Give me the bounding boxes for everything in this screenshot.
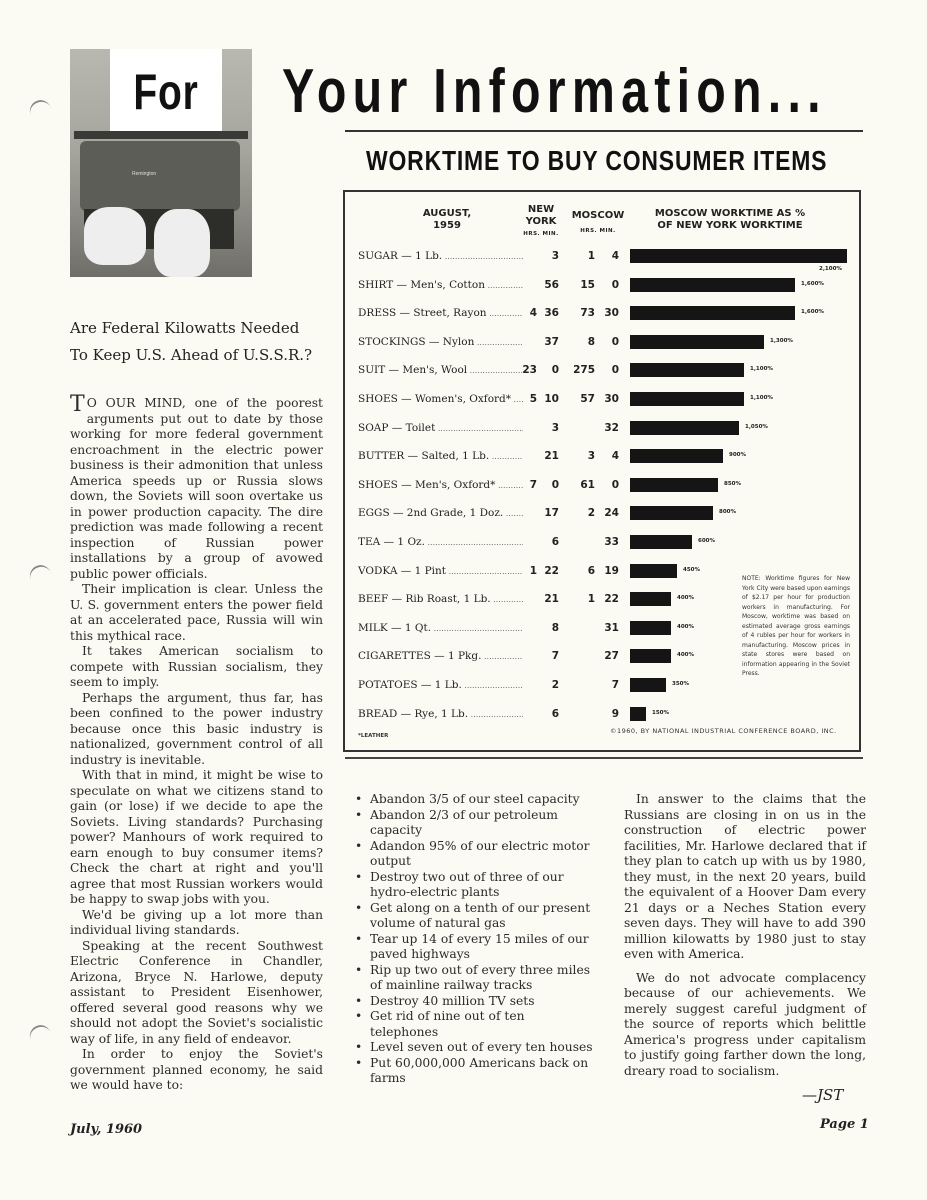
item-label: BREAD — Rye, 1 Lb. ..... (358, 708, 523, 720)
percent-label: 800% (719, 509, 736, 516)
chart-bar (630, 621, 671, 635)
item-label: SOAP — Toilet ..... (358, 422, 523, 434)
footer-page-number: Page 1 (820, 1117, 869, 1132)
item-label: POTATOES — 1 Lb. ..... (358, 679, 523, 691)
item-label: SHOES — Women's, Oxford* ..... (358, 393, 523, 405)
moscow-minutes: 32 (604, 421, 619, 434)
typewriter-brand: Remington (132, 171, 157, 177)
chart-row (345, 534, 859, 554)
item-label: SUIT — Men's, Wool ..... (358, 364, 523, 376)
moscow-hours: 3 (587, 450, 595, 463)
moscow-minutes: 4 (611, 250, 619, 262)
article-column-1 (70, 392, 323, 1094)
new-york-minutes: 36 (544, 307, 559, 320)
item-label: STOCKINGS — Nylon ..... (358, 336, 523, 348)
percent-label: 900% (729, 452, 746, 459)
percent-label: 400% (677, 595, 694, 602)
bullet-item: • Rip up two out of every three miles of mainline railway tracks (352, 963, 595, 994)
moscow-minutes: 9 (611, 707, 619, 720)
moscow-minutes: 4 (611, 450, 619, 463)
new-york-minutes: 22 (544, 564, 559, 577)
new-york-minutes: 6 (551, 536, 559, 548)
bullet-item: • Get along on a tenth of our present volume of natural gas (352, 901, 595, 932)
chart-row (345, 305, 859, 325)
chart-note: NOTE: Worktime figures for New York City were based upon earnings of $2.17 per hour for production workers in manufacturing. For Moscow, worktime was based on estimated average gross earnings of 4 rubles per hour for workers in manufacturing. Moscow prices in state stores were based on information appearing in the Soviet Press. (742, 575, 850, 677)
chart-row (345, 448, 859, 468)
paragraph: We'd be giving up a lot more than individual living standards. (70, 907, 323, 937)
item-label: SUGAR — 1 Lb. ..... (358, 250, 523, 262)
new-york-minutes: 0 (551, 478, 559, 491)
chart-row (345, 362, 859, 382)
moscow-minutes: 19 (604, 564, 619, 577)
chart-bar (630, 506, 713, 520)
chart-bar (630, 249, 847, 263)
moscow-hours: 8 (587, 335, 595, 348)
percent-label: 850% (724, 480, 741, 487)
chart-bar (630, 421, 739, 435)
bar-header: MOSCOW WORKTIME AS % OF NEW YORK WORKTIME (654, 208, 806, 231)
new-york-minutes: 6 (551, 707, 559, 720)
hand-left (84, 207, 146, 265)
paragraph: We do not advocate complacency because of our achievements. We merely suggest careful judgment of the source of reports which belittle America's progress under capitalism to justify going farther down the long, dreary road to socialism. (624, 970, 866, 1078)
percent-label: 1,100% (750, 395, 773, 401)
period-label-year: 1959 (433, 220, 461, 231)
photo-paper-text: For (133, 64, 199, 120)
chart-bar (630, 449, 723, 463)
percent-label: 1,300% (770, 337, 793, 344)
moscow-hours: 275 (573, 364, 595, 377)
percent-label: 1,100% (750, 366, 773, 373)
article-column-3 (624, 792, 866, 1087)
chart-row (345, 677, 859, 697)
item-label: BEEF — Rib Roast, 1 Lb. ..... (358, 593, 523, 605)
new-york-minutes: 21 (544, 593, 559, 606)
chart-bar (630, 678, 666, 692)
chart-title: WORKTIME TO BUY CONSUMER ITEMS (366, 145, 828, 176)
paragraph: With that in mind, it might be wise to speculate on what we citizens stand to gain (or lose) if we decide to ape the Soviets. Living standards? Purchasing power? Manhours of work required to earn enough to buy consumer items? Check the chart at right and you'll agree that most Russian workers would be happy to swap jobs with you. (70, 768, 323, 906)
new-york-minutes: 2 (551, 679, 559, 691)
moscow-minutes: 0 (611, 364, 619, 377)
percent-label: 1,600% (801, 309, 824, 316)
percent-label: 600% (698, 538, 715, 544)
bullet-item: • Adandon 95% of our electric motor output (352, 839, 595, 870)
article-column-2 (352, 792, 595, 1087)
new-york-hours: 1 (529, 564, 537, 577)
percent-label: 350% (672, 681, 689, 687)
chart-row (345, 277, 859, 297)
new-york-minutes: 37 (544, 335, 559, 348)
chart-bar (630, 564, 677, 578)
percent-label: 400% (677, 652, 694, 659)
item-label: TEA — 1 Oz. ..... (358, 536, 523, 548)
moscow-minutes: 7 (611, 679, 619, 691)
moscow-hours: 73 (580, 307, 595, 320)
footer-date: July, 1960 (70, 1122, 143, 1137)
bullet-list (352, 792, 595, 1087)
chart-row (345, 477, 859, 497)
bullet-item: • Put 60,000,000 Americans back on farms (352, 1056, 595, 1087)
typewriter-paper (110, 49, 222, 135)
item-label: VODKA — 1 Pint ..... (358, 565, 523, 577)
moscow-minutes: 22 (604, 593, 619, 606)
chart-bar (630, 335, 764, 349)
new-york-hours: 5 (529, 393, 537, 405)
hand-right (154, 209, 210, 277)
moscow-hours: 1 (587, 250, 595, 262)
percent-label: 450% (683, 566, 700, 573)
percent-label: 1,600% (801, 280, 824, 287)
moscow-minutes: 0 (611, 478, 619, 491)
new-york-minutes: 56 (544, 278, 559, 291)
chart-row (345, 505, 859, 525)
item-label: SHOES — Men's, Oxford* ..... (358, 479, 523, 491)
chart-row (345, 420, 859, 440)
paragraph: T O OUR MIND, one of the poorest arguments put out to date by those working for more federal government encroachment in the electric power business is their admonition that unless America speeds up or Russia slows down, the Soviets will soon overtake us in power production capacity. The dire prediction was made following a recent inspection of Russian power installations by a group of avowed public power officials. (70, 392, 323, 581)
paragraph: Speaking at the recent Southwest Electric Conference in Chandler, Arizona, Bryce N. Harlowe, deputy assistant to President Eisenhower, offered several good reasons why we should not adopt the Soviet's socialistic way of life, in any field of endeavor. (70, 938, 323, 1046)
item-label: BUTTER — Salted, 1 Lb. ..... (358, 450, 523, 462)
binder-hole (27, 1022, 56, 1052)
bullet-item: • Tear up 14 of every 15 miles of our paved highways (352, 932, 595, 963)
chart-bar (630, 707, 646, 721)
chart-bottom-rule (345, 757, 863, 759)
bullet-item: • Level seven out of every ten houses (352, 1040, 595, 1056)
paragraph: In answer to the claims that the Russians are closing in on us in the construction of electric power facilities, Mr. Harlowe declared that if they plan to catch up with us by 1980, they must, in the next 20 years, build the equivalent of a Hoover Dam every 21 days or a Neches Station every seven days. They will have to add 390 million kilowatts by 1980 just to stay even with America. (624, 792, 866, 961)
chart-bar (630, 649, 671, 663)
chart-footnote: *LEATHER (358, 733, 389, 739)
new-york-minutes: 8 (551, 621, 559, 634)
new-york-minutes: 3 (551, 250, 559, 262)
item-label: CIGARETTES — 1 Pkg. ..... (358, 650, 523, 662)
moscow-minutes: 30 (604, 393, 619, 405)
moscow-hours: 6 (587, 564, 595, 577)
drop-cap: T (70, 392, 85, 417)
new-york-minutes: 10 (544, 393, 559, 405)
chart-bar (630, 592, 671, 606)
chart-bar (630, 306, 795, 320)
new-york-hours: 23 (522, 364, 537, 377)
period-header (407, 208, 487, 232)
typewriter-photo (70, 49, 252, 277)
moscow-header: MOSCOW HRS. MIN. (571, 210, 625, 234)
chart-copyright: ©1960, BY NATIONAL INDUSTRIAL CONFERENCE BOARD, INC. (610, 727, 837, 735)
bullet-item: • Abandon 3/5 of our steel capacity (352, 792, 595, 808)
binder-hole (27, 97, 56, 127)
moscow-minutes: 0 (611, 335, 619, 348)
headline-line-2: To Keep U.S. Ahead of U.S.S.R.? (70, 346, 313, 364)
moscow-hours: 2 (587, 507, 595, 520)
item-label: MILK — 1 Qt. ..... (358, 622, 523, 634)
moscow-hours: 61 (580, 478, 595, 491)
chart-bar (630, 363, 744, 377)
article-headline (70, 315, 340, 369)
bullet-item: • Get rid of nine out of ten telephones (352, 1009, 595, 1040)
moscow-hours: 15 (580, 278, 595, 291)
item-label: SHIRT — Men's, Cotton ..... (358, 279, 523, 291)
new-york-hours: 4 (529, 307, 537, 320)
new-york-minutes: 3 (551, 421, 559, 434)
paragraph: In order to enjoy the Soviet's government planned economy, he said we would have to: (70, 1047, 323, 1092)
moscow-minutes: 27 (604, 650, 619, 663)
binder-hole (27, 562, 56, 592)
percent-label: 2,100% (819, 266, 842, 272)
new-york-minutes: 17 (544, 507, 559, 520)
percent-label: 400% (677, 623, 694, 630)
new-york-header: NEW YORK HRS. MIN. (523, 204, 559, 237)
moscow-hours: 57 (580, 393, 595, 405)
moscow-hours: 1 (587, 593, 595, 606)
chart-bar (630, 278, 795, 292)
new-york-minutes: 0 (551, 364, 559, 377)
paragraph: Their implication is clear. Unless the U. S. government enters the power field at an accelerated pace, Russia will win this mythical race. (70, 582, 323, 643)
moscow-minutes: 0 (611, 278, 619, 291)
bullet-item: • Abandon 2/3 of our petroleum capacity (352, 808, 595, 839)
page-title: Your Information... (282, 57, 827, 126)
new-york-minutes: 21 (544, 450, 559, 463)
chart-bar (630, 535, 692, 549)
chart-row (345, 706, 859, 726)
chart-row (345, 391, 859, 411)
title-rule (345, 130, 863, 132)
worktime-chart (343, 190, 861, 752)
chart-row (345, 334, 859, 354)
bullet-item: • Destroy two out of three of our hydro-electric plants (352, 870, 595, 901)
bullet-item: • Destroy 40 million TV sets (352, 994, 595, 1010)
moscow-minutes: 30 (604, 307, 619, 320)
new-york-minutes: 7 (551, 650, 559, 663)
chart-bar (630, 392, 744, 406)
chart-bar (630, 478, 718, 492)
signature: —JST (802, 1086, 844, 1104)
item-label: DRESS — Street, Rayon ..... (358, 307, 523, 319)
chart-row (345, 248, 859, 272)
new-york-hours: 7 (529, 478, 537, 491)
headline-line-1: Are Federal Kilowatts Needed (70, 319, 300, 337)
paragraph: Perhaps the argument, thus far, has been confined to the power industry because once this basic industry is nationalized, government control of all industry is inevitable. (70, 690, 323, 767)
percent-label: 1,050% (745, 423, 768, 430)
percent-label: 150% (652, 709, 669, 716)
item-label: EGGS — 2nd Grade, 1 Doz. ..... (358, 507, 523, 519)
period-label-month: AUGUST, (422, 208, 472, 219)
moscow-minutes: 24 (604, 507, 619, 520)
moscow-minutes: 31 (604, 621, 619, 634)
paragraph: It takes American socialism to compete with Russian socialism, they seem to imply. (70, 644, 323, 689)
moscow-minutes: 33 (604, 536, 619, 548)
